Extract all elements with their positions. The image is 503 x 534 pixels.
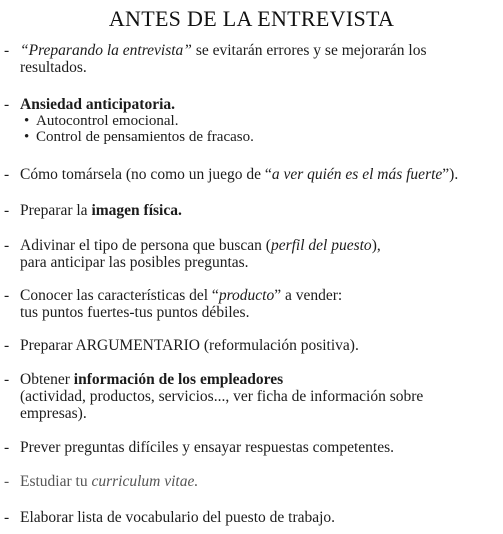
list-item-producto bbox=[4, 287, 499, 321]
item-text: Preparar ARGUMENTARIO (reformulación positiva). bbox=[20, 337, 359, 354]
item-bold-text: imagen física. bbox=[91, 202, 182, 219]
bullet-marker: • bbox=[24, 113, 30, 129]
dash-marker: - bbox=[4, 509, 10, 526]
list-item-perfil-puesto bbox=[4, 237, 499, 271]
item-italic-text: “Preparando la entrevista” bbox=[20, 42, 192, 59]
list-item-como-tomarsela bbox=[4, 166, 499, 183]
list-item-ansiedad bbox=[4, 96, 499, 145]
item-text: Obtener bbox=[20, 371, 74, 388]
item-text: Adivinar el tipo de persona que buscan ( bbox=[20, 237, 271, 254]
item-text: Elaborar lista de vocabulario del puesto de trabajo. bbox=[20, 509, 336, 526]
item-italic-text: perfil del puesto bbox=[270, 237, 372, 254]
item-text: ”). bbox=[442, 166, 459, 183]
item-bold-text: información de los empleadores bbox=[73, 371, 284, 388]
dash-marker: - bbox=[4, 96, 10, 113]
dash-marker: - bbox=[4, 202, 10, 219]
dash-marker: - bbox=[4, 287, 10, 304]
item-text: ), bbox=[371, 237, 381, 254]
item-text-line3: empresas). bbox=[20, 405, 87, 422]
item-italic-text: producto bbox=[218, 287, 275, 304]
item-text: ” a vender: bbox=[274, 287, 343, 304]
sub-item-text: Control de pensamientos de fracaso. bbox=[36, 129, 254, 145]
dash-marker: - bbox=[4, 237, 10, 254]
item-text: Conocer las características del “ bbox=[20, 287, 219, 304]
item-text-line2: para anticipar las posibles preguntas. bbox=[20, 254, 249, 271]
item-text: se evitarán errores y se mejorarán los bbox=[191, 42, 427, 59]
dash-marker: - bbox=[4, 473, 10, 490]
list-item-curriculum bbox=[4, 473, 499, 490]
dash-marker: - bbox=[4, 42, 10, 59]
bullet-marker: • bbox=[24, 129, 30, 145]
item-text: Preparar la bbox=[20, 202, 92, 219]
list-item-argumentario bbox=[4, 337, 499, 354]
dash-marker: - bbox=[4, 166, 10, 183]
item-italic-text: a ver quién es el más fuerte bbox=[271, 166, 443, 183]
dash-marker: - bbox=[4, 371, 10, 388]
item-text: Prever preguntas difíciles y ensayar respuestas competentes. bbox=[20, 439, 395, 456]
item-text: Cómo tomársela (no como un juego de “ bbox=[20, 166, 272, 183]
item-text: Estudiar tu bbox=[20, 473, 92, 490]
list-item-empleadores bbox=[4, 371, 499, 422]
item-text-line2: (actividad, productos, servicios..., ver ficha de información sobre bbox=[20, 388, 424, 405]
sub-item-text: Autocontrol emocional. bbox=[36, 113, 179, 129]
dash-marker: - bbox=[4, 337, 10, 354]
dash-marker: - bbox=[4, 439, 10, 456]
item-heading: Ansiedad anticipatoria. bbox=[20, 96, 176, 113]
item-text-line2: tus puntos fuertes-tus puntos débiles. bbox=[20, 304, 250, 321]
list-item-vocabulario bbox=[4, 509, 499, 526]
list-item-preparando bbox=[4, 42, 499, 76]
item-text-line2: resultados. bbox=[20, 59, 87, 76]
list-item-prever-preguntas bbox=[4, 439, 499, 456]
item-italic-text: curriculum vitae. bbox=[91, 473, 199, 490]
list-item-imagen-fisica bbox=[4, 202, 499, 219]
page-title: ANTES DE LA ENTREVISTA bbox=[108, 6, 395, 31]
